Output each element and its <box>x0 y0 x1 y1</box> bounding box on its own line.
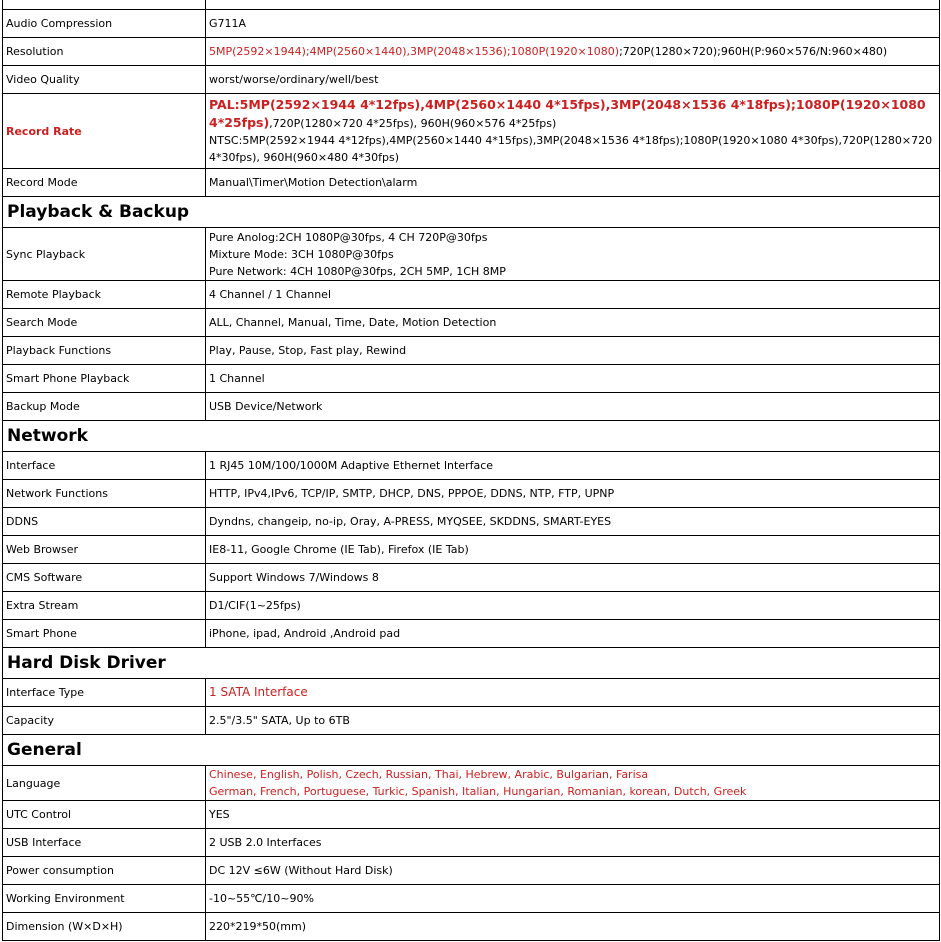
record-rate-ntsc-line1: NTSC:5MP(2592×1944 4*12fps),4MP(2560×1440 4*15fps),3MP(2048×1536 4*18fps);1080P(1920×1080 4*30fps),720P(1280×720 <box>209 134 933 147</box>
row-value: HTTP, IPv4,IPv6, TCP/IP, SMTP, DHCP, DNS, PPPOE, DDNS, NTP, FTP, UPNP <box>206 480 940 508</box>
sync-playback-line2: Mixture Mode: 3CH 1080P@30fps <box>209 247 394 261</box>
table-row <box>3 620 940 648</box>
row-value: 4 Channel / 1 Channel <box>206 281 940 309</box>
row-value: D1/CIF(1~25fps) <box>206 592 940 620</box>
table-row <box>3 679 940 707</box>
table-row <box>3 801 940 829</box>
row-label: Search Mode <box>3 309 206 337</box>
row-value: 1 SATA Interface <box>206 679 940 707</box>
spec-table <box>2 0 940 941</box>
table-row <box>3 536 940 564</box>
row-value: IE8-11, Google Chrome (IE Tab), Firefox (IE Tab) <box>206 536 940 564</box>
table-row <box>3 228 940 281</box>
table-row <box>3 365 940 393</box>
row-label: Video Quality <box>3 66 206 94</box>
section-row <box>3 421 940 452</box>
table-row <box>3 452 940 480</box>
row-label <box>3 0 206 10</box>
row-label: Extra Stream <box>3 592 206 620</box>
table-row <box>3 857 940 885</box>
row-label: Resolution <box>3 38 206 66</box>
row-value: 2.5"/3.5" SATA, Up to 6TB <box>206 707 940 735</box>
row-value: 2 USB 2.0 Interfaces <box>206 829 940 857</box>
row-label: Interface <box>3 452 206 480</box>
row-value <box>206 228 940 281</box>
row-value <box>206 766 940 801</box>
table-row <box>3 94 940 169</box>
row-label: Smart Phone Playback <box>3 365 206 393</box>
row-value: YES <box>206 801 940 829</box>
table-row <box>3 281 940 309</box>
row-value <box>206 38 940 66</box>
row-value: DC 12V ≤6W (Without Hard Disk) <box>206 857 940 885</box>
table-row <box>3 10 940 38</box>
row-label: Network Functions <box>3 480 206 508</box>
row-label: UTC Control <box>3 801 206 829</box>
table-row <box>3 480 940 508</box>
row-value: Support Windows 7/Windows 8 <box>206 564 940 592</box>
row-value: 1 RJ45 10M/100/1000M Adaptive Ethernet Interface <box>206 452 940 480</box>
row-label: Remote Playback <box>3 281 206 309</box>
row-value: USB Device/Network <box>206 393 940 421</box>
table-row <box>3 913 940 941</box>
row-value: ALL, Channel, Manual, Time, Date, Motion Detection <box>206 309 940 337</box>
row-label: Capacity <box>3 707 206 735</box>
record-rate-pal-line2: 4*25fps) <box>209 115 270 130</box>
row-label: Audio Compression <box>3 10 206 38</box>
row-label: Record Mode <box>3 169 206 197</box>
row-label: USB Interface <box>3 829 206 857</box>
row-label: DDNS <box>3 508 206 536</box>
table-row <box>3 766 940 801</box>
section-heading-general: General <box>3 735 940 766</box>
table-row <box>3 829 940 857</box>
table-row <box>3 885 940 913</box>
table-row <box>3 309 940 337</box>
table-row <box>3 508 940 536</box>
row-label: Sync Playback <box>3 228 206 281</box>
table-row <box>3 707 940 735</box>
row-value: -10~55℃/10~90% <box>206 885 940 913</box>
row-label: Web Browser <box>3 536 206 564</box>
row-label: Backup Mode <box>3 393 206 421</box>
table-row <box>3 393 940 421</box>
section-row <box>3 648 940 679</box>
row-label: CMS Software <box>3 564 206 592</box>
row-value: 220*219*50(mm) <box>206 913 940 941</box>
table-row <box>3 66 940 94</box>
row-value: 1 Channel <box>206 365 940 393</box>
record-rate-ntsc-line2: 4*30fps), 960H(960×480 4*30fps) <box>209 151 400 164</box>
language-line1: Chinese, English, Polish, Czech, Russian, Thai, Hebrew, Arabic, Bulgarian, Farisa <box>209 768 649 781</box>
section-heading-hdd: Hard Disk Driver <box>3 648 940 679</box>
section-heading-network: Network <box>3 421 940 452</box>
table-row <box>3 337 940 365</box>
row-label: Playback Functions <box>3 337 206 365</box>
row-label: Smart Phone <box>3 620 206 648</box>
table-row <box>3 0 940 10</box>
section-row <box>3 735 940 766</box>
row-label: Language <box>3 766 206 801</box>
record-rate-pal-line1: PAL:5MP(2592×1944 4*12fps),4MP(2560×1440 4*15fps),3MP(2048×1536 4*18fps);1080P(1920×1080 <box>209 97 926 112</box>
row-label: Power consumption <box>3 857 206 885</box>
table-row <box>3 38 940 66</box>
row-value <box>206 94 940 169</box>
row-label: Working Environment <box>3 885 206 913</box>
row-value: Manual\Timer\Motion Detection\alarm <box>206 169 940 197</box>
table-row <box>3 169 940 197</box>
language-line2: German, French, Portuguese, Turkic, Spanish, Italian, Hungarian, Romanian, korean, Dutch, Greek <box>209 785 747 798</box>
row-value: iPhone, ipad, Android ,Android pad <box>206 620 940 648</box>
record-rate-pal-rest: ,720P(1280×720 4*25fps), 960H(960×576 4*25fps) <box>269 117 557 130</box>
row-value: Play, Pause, Stop, Fast play, Rewind <box>206 337 940 365</box>
section-row <box>3 197 940 228</box>
sync-playback-line3: Pure Network: 4CH 1080P@30fps, 2CH 5MP, 1CH 8MP <box>209 264 506 278</box>
resolution-rest: ;720P(1280×720);960H(P:960×576/N:960×480) <box>619 45 888 58</box>
row-value <box>206 0 940 10</box>
row-value: Dyndns, changeip, no-ip, Oray, A-PRESS, MYQSEE, SKDDNS, SMART-EYES <box>206 508 940 536</box>
row-label: Interface Type <box>3 679 206 707</box>
section-heading-playback: Playback & Backup <box>3 197 940 228</box>
table-row <box>3 592 940 620</box>
resolution-highlight: 5MP(2592×1944);4MP(2560×1440),3MP(2048×1536);1080P(1920×1080) <box>209 45 620 58</box>
row-value: worst/worse/ordinary/well/best <box>206 66 940 94</box>
sync-playback-line1: Pure Anolog:2CH 1080P@30fps, 4 CH 720P@30fps <box>209 230 488 244</box>
row-label: Record Rate <box>3 94 206 169</box>
table-row <box>3 564 940 592</box>
row-label: Dimension (W×D×H) <box>3 913 206 941</box>
row-value: G711A <box>206 10 940 38</box>
